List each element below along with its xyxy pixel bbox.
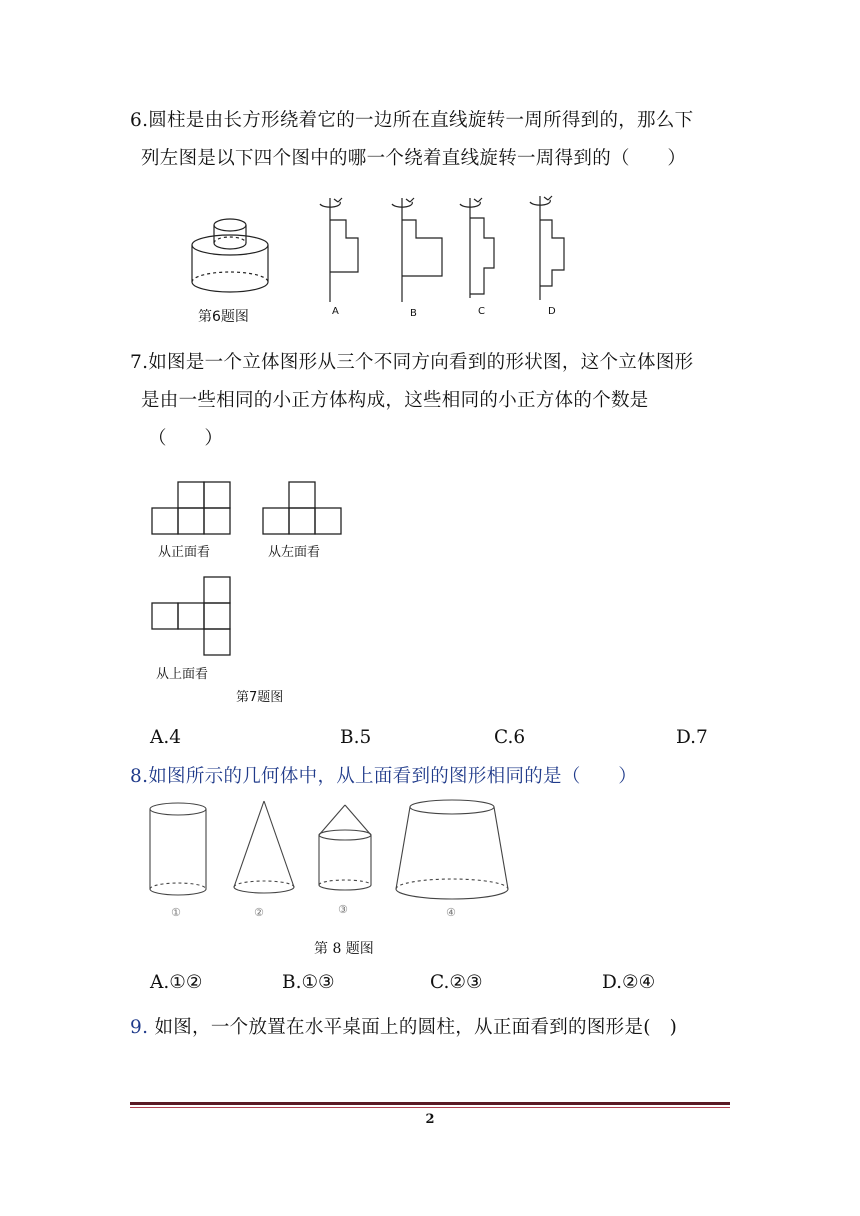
q6-option-c-shape bbox=[460, 198, 494, 298]
q8-cone bbox=[234, 801, 294, 893]
footer-rule-thin bbox=[130, 1107, 730, 1108]
q7-line-3: （ ） bbox=[148, 428, 224, 449]
q7-option-b: B.5 bbox=[340, 727, 372, 748]
footer-rule-thick bbox=[130, 1102, 730, 1105]
q7-line-2: 是由一些相同的小正方体构成，这些相同的小正方体的个数是 bbox=[141, 390, 649, 411]
q6-line-2: 列左图是以下四个图中的哪一个绕着直线旋转一周得到的（ ） bbox=[141, 148, 687, 169]
q8-cylinder bbox=[150, 803, 206, 895]
page-number: 2 bbox=[425, 1112, 435, 1127]
q6-option-b-shape bbox=[392, 198, 442, 302]
q7-option-c: C.6 bbox=[494, 727, 526, 748]
q6-stacked-cylinder bbox=[192, 219, 268, 292]
q9-text: 如图，一个放置在水平桌面上的圆柱，从正面看到的图形是( ) bbox=[148, 1017, 678, 1038]
q6-option-a-shape bbox=[320, 198, 358, 302]
q8-option-a: A.①② bbox=[150, 972, 203, 993]
q6-line-1: 6.圆柱是由长方形绕着它的一边所在直线旋转一周所得到的，那么下 bbox=[130, 110, 694, 131]
q6-option-d-shape bbox=[530, 196, 564, 300]
q6-label-b: B bbox=[410, 308, 417, 319]
q8-label-2: ② bbox=[254, 906, 264, 919]
q8-frustum bbox=[396, 800, 508, 899]
q9-number: 9. bbox=[130, 1017, 149, 1038]
q7-line-1: 7.如图是一个立体图形从三个不同方向看到的形状图，这个立体图形 bbox=[130, 352, 694, 373]
q7-option-d: D.7 bbox=[676, 727, 708, 748]
q8-figure bbox=[140, 795, 520, 925]
q7-left-view bbox=[263, 482, 341, 534]
q8-label-3: ③ bbox=[338, 903, 348, 916]
q7-front-view-label: 从正面看 bbox=[158, 545, 211, 560]
q8-cone-on-cylinder bbox=[319, 805, 371, 890]
q8-label-1: ① bbox=[171, 906, 181, 919]
q7-top-view bbox=[152, 577, 230, 655]
q7-top-view-label: 从上面看 bbox=[156, 667, 209, 682]
q6-caption: 第6题图 bbox=[198, 309, 249, 325]
q8-caption: 第 8 题图 bbox=[314, 941, 374, 957]
q7-figure bbox=[140, 470, 360, 680]
q8-line-1: 8.如图所示的几何体中，从上面看到的图形相同的是（ ） bbox=[130, 766, 638, 787]
q7-option-a: A.4 bbox=[150, 727, 182, 748]
q8-option-d: D.②④ bbox=[602, 972, 656, 993]
q6-label-c: C bbox=[478, 306, 485, 317]
q7-left-view-label: 从左面看 bbox=[268, 545, 321, 560]
q6-label-d: D bbox=[548, 306, 556, 317]
q9-line-1 bbox=[130, 1013, 677, 1039]
q7-caption: 第7题图 bbox=[236, 690, 284, 705]
q7-front-view bbox=[152, 482, 230, 534]
q6-label-a: A bbox=[332, 306, 339, 317]
q8-label-4: ④ bbox=[446, 906, 456, 919]
q8-option-c: C.②③ bbox=[430, 972, 483, 993]
q8-option-b: B.①③ bbox=[282, 972, 335, 993]
